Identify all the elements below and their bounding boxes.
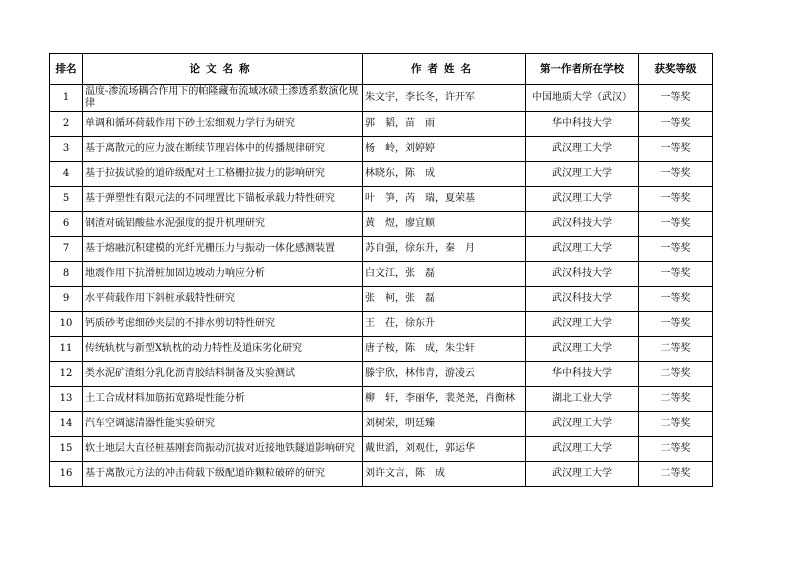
cell-grade: 二等奖 (639, 362, 713, 387)
cell-title: 温度-渗流场耦合作用下的帕隆藏布流域冰碛土渗透系数演化规律 (83, 85, 363, 112)
cell-authors: 黄 煜，廖宜顺 (363, 212, 526, 237)
cell-school: 中国地质大学（武汉） (526, 85, 639, 112)
cell-title: 单调和循环荷载作用下砂土宏细观力学行为研究 (83, 112, 363, 137)
cell-rank: 9 (50, 287, 83, 312)
cell-authors: 王 茌，徐东升 (363, 312, 526, 337)
cell-grade: 二等奖 (639, 337, 713, 362)
cell-grade: 二等奖 (639, 437, 713, 462)
cell-school: 武汉理工大学 (526, 137, 639, 162)
table-row (50, 412, 713, 437)
table-row (50, 312, 713, 337)
cell-authors: 朱文宇，李长冬，许开军 (363, 85, 526, 112)
cell-rank: 12 (50, 362, 83, 387)
cell-title: 传统轨枕与新型X轨枕的动力特性及道床劣化研究 (83, 337, 363, 362)
cell-rank: 15 (50, 437, 83, 462)
cell-authors: 柳 轩，李丽华，裴尧尧，肖衡林 (363, 387, 526, 412)
cell-rank: 8 (50, 262, 83, 287)
cell-rank: 2 (50, 112, 83, 137)
table-row (50, 287, 713, 312)
cell-title: 地震作用下抗滑桩加固边坡动力响应分析 (83, 262, 363, 287)
header-school: 第一作者所在学校 (526, 54, 639, 85)
cell-authors: 刘树荣，明廷臻 (363, 412, 526, 437)
table-row (50, 362, 713, 387)
cell-title: 基于离散元方法的冲击荷载下级配道砟颗粒破碎的研究 (83, 462, 363, 487)
cell-rank: 13 (50, 387, 83, 412)
table-row (50, 212, 713, 237)
cell-school: 华中科技大学 (526, 362, 639, 387)
table-row (50, 262, 713, 287)
table-row (50, 462, 713, 487)
cell-grade: 一等奖 (639, 212, 713, 237)
cell-grade: 二等奖 (639, 387, 713, 412)
cell-rank: 16 (50, 462, 83, 487)
cell-authors: 杨 岭，刘婷婷 (363, 137, 526, 162)
cell-school: 武汉理工大学 (526, 312, 639, 337)
cell-rank: 6 (50, 212, 83, 237)
cell-rank: 10 (50, 312, 83, 337)
cell-school: 武汉理工大学 (526, 462, 639, 487)
cell-authors: 苏自强，徐东升，秦 月 (363, 237, 526, 262)
cell-grade: 一等奖 (639, 312, 713, 337)
header-title: 论文名称 (83, 54, 363, 85)
table-row (50, 85, 713, 112)
cell-title: 土工合成材料加筋拓宽路堤性能分析 (83, 387, 363, 412)
cell-authors: 戴世滔，刘观仕，郭运华 (363, 437, 526, 462)
cell-school: 华中科技大学 (526, 112, 639, 137)
cell-grade: 一等奖 (639, 85, 713, 112)
cell-authors: 林晓东，陈 成 (363, 162, 526, 187)
cell-rank: 11 (50, 337, 83, 362)
cell-grade: 一等奖 (639, 187, 713, 212)
cell-title: 水平荷载作用下斜桩承载特性研究 (83, 287, 363, 312)
cell-title: 钢渣对硫铝酸盐水泥强度的提升机理研究 (83, 212, 363, 237)
cell-title: 基于拉拔试验的道砟级配对土工格栅拉拔力的影响研究 (83, 162, 363, 187)
cell-title: 软土地层大直径桩基刚套筒振动沉拔对近接地铁隧道影响研究 (83, 437, 363, 462)
cell-authors: 唐子桉，陈 成，朱尘轩 (363, 337, 526, 362)
cell-grade: 一等奖 (639, 137, 713, 162)
cell-school: 武汉理工大学 (526, 437, 639, 462)
cell-authors: 郭 韬，苗 雨 (363, 112, 526, 137)
cell-school: 武汉理工大学 (526, 337, 639, 362)
cell-grade: 二等奖 (639, 462, 713, 487)
header-row (50, 54, 713, 85)
cell-grade: 一等奖 (639, 262, 713, 287)
table-row (50, 187, 713, 212)
cell-authors: 白文江，张 磊 (363, 262, 526, 287)
cell-authors: 叶 笋，芮 瑞，夏荣基 (363, 187, 526, 212)
cell-grade: 一等奖 (639, 162, 713, 187)
cell-rank: 14 (50, 412, 83, 437)
table-row (50, 162, 713, 187)
table-row (50, 437, 713, 462)
cell-title: 基于熔融沉积建模的光纤光栅压力与振动一体化感测装置 (83, 237, 363, 262)
header-grade: 获奖等级 (639, 54, 713, 85)
cell-school: 武汉科技大学 (526, 287, 639, 312)
header-rank: 排名 (50, 54, 83, 85)
cell-title: 汽车空调滤清器性能实验研究 (83, 412, 363, 437)
table-row (50, 137, 713, 162)
cell-school: 湖北工业大学 (526, 387, 639, 412)
cell-authors: 张 柯，张 磊 (363, 287, 526, 312)
cell-rank: 1 (50, 85, 83, 112)
cell-authors: 刘许文言，陈 成 (363, 462, 526, 487)
cell-title: 钙质砂考虑细砂夹层的不排水剪切特性研究 (83, 312, 363, 337)
cell-rank: 3 (50, 137, 83, 162)
cell-school: 武汉理工大学 (526, 162, 639, 187)
cell-rank: 4 (50, 162, 83, 187)
awards-table (49, 53, 713, 487)
cell-title: 基于弹塑性有限元法的不同埋置比下锚板承载力特性研究 (83, 187, 363, 212)
cell-school: 武汉理工大学 (526, 187, 639, 212)
cell-school: 武汉科技大学 (526, 262, 639, 287)
cell-grade: 一等奖 (639, 112, 713, 137)
table-row (50, 112, 713, 137)
cell-school: 武汉科技大学 (526, 212, 639, 237)
table-row (50, 337, 713, 362)
cell-rank: 5 (50, 187, 83, 212)
table-row (50, 237, 713, 262)
cell-grade: 一等奖 (639, 237, 713, 262)
cell-grade: 一等奖 (639, 287, 713, 312)
table-row (50, 387, 713, 412)
header-authors: 作者姓名 (363, 54, 526, 85)
cell-authors: 滕宇欣，林伟青，游凌云 (363, 362, 526, 387)
cell-school: 武汉理工大学 (526, 412, 639, 437)
cell-title: 类水泥矿渣组分乳化沥青胶结料制备及实验测试 (83, 362, 363, 387)
cell-title: 基于离散元的应力波在断续节理岩体中的传播规律研究 (83, 137, 363, 162)
cell-grade: 二等奖 (639, 412, 713, 437)
cell-school: 武汉理工大学 (526, 237, 639, 262)
cell-rank: 7 (50, 237, 83, 262)
